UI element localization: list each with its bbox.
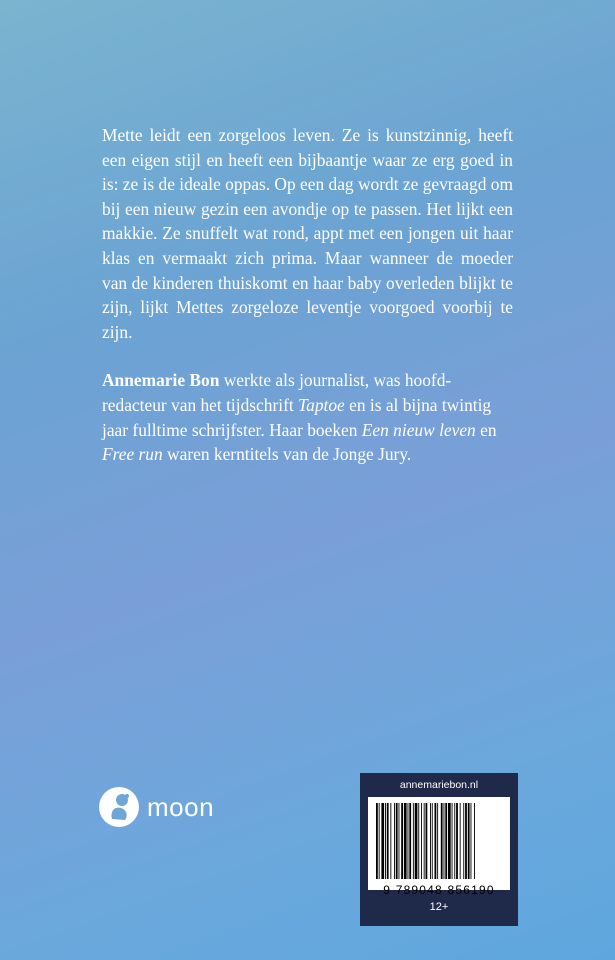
barcode-bar (424, 803, 425, 879)
barcode-block (360, 773, 518, 926)
barcode-bar (390, 803, 391, 879)
barcode-bar (468, 803, 470, 879)
barcode-bar (435, 803, 437, 879)
barcode-bar (381, 803, 384, 879)
barcode-bar (426, 803, 428, 879)
barcode-bar (437, 803, 438, 879)
barcode-bar (401, 803, 403, 879)
barcode-bar (399, 803, 400, 879)
barcode-bar (394, 803, 395, 879)
barcode-bar (441, 803, 443, 879)
barcode-bar (418, 803, 419, 879)
age-rating: 12+ (429, 901, 449, 913)
barcode-bar (456, 803, 458, 879)
publisher-logo (97, 785, 214, 829)
author-website: annemariebon.nl (399, 779, 479, 791)
author-bio-text-2: en is al bijna twintig jaar fulltime schrijfster. Haar boeken (102, 394, 492, 440)
barcode-bar (448, 803, 451, 879)
book-title-1: Een nieuw leven (361, 419, 476, 440)
author-bio-text-1: werkte als journalist, was hoofd-redacteur van het tijdschrift (102, 370, 452, 415)
barcode-bar (415, 803, 418, 879)
barcode-bar (404, 803, 407, 879)
publisher-name: moon (147, 791, 215, 822)
barcode-bar (432, 803, 433, 879)
barcode-bar (413, 803, 414, 879)
barcode-bar (396, 803, 398, 879)
barcode-bar (376, 803, 378, 879)
barcode-bar (430, 803, 431, 879)
author-bio-paragraph (102, 368, 513, 466)
author-bio-text-3: en (475, 419, 497, 440)
synopsis-paragraph: Mette leidt een zorgeloos leven. Ze is kunstzinnig, heeft een eigen stijl en heeft een bijbaantje waar ze erg goed in is: ze is de ideale oppas. Op een dag wordt ze gevraagd om bij een nieuw gezin een avondje op te passen. Het lijkt een makkie. Ze snuffelt wat rond, appt met een jongen uit haar klas en vermaakt zich prima. Maar wanneer de moeder van de kinderen thuiskomt en haar baby overleden blijkt te zijn, lijkt Mettes zorgeloze leventje voorgoed voorbij te zijn. (102, 125, 513, 342)
moon-child-icon (97, 785, 141, 829)
barcode-bar (409, 803, 411, 879)
barcode-bar (463, 803, 464, 879)
barcode-bar (460, 803, 461, 879)
barcode-bar (452, 803, 453, 879)
barcode-bar (444, 803, 445, 879)
isbn-barcode (374, 803, 504, 881)
barcode-bar (465, 803, 467, 879)
barcode-bar (387, 803, 389, 879)
isbn-number: 9 789048 856190 (383, 883, 495, 897)
magazine-title: Taptoe (298, 394, 345, 415)
barcode-bar (454, 803, 455, 879)
book-title-2: Free run (102, 444, 163, 465)
back-cover-blurb (102, 123, 513, 467)
barcode-bar (471, 803, 472, 879)
author-bio-text-4: waren kerntitels van de Jonge Jury. (162, 444, 412, 465)
barcode-bar (445, 803, 447, 879)
barcode-bar (408, 803, 409, 879)
barcode-bar (421, 803, 422, 879)
author-name: Annemarie Bon (102, 370, 220, 391)
barcode-panel (368, 797, 510, 897)
barcode-bar (379, 803, 380, 879)
barcode-bar (385, 803, 386, 879)
barcode-bar (474, 803, 475, 879)
